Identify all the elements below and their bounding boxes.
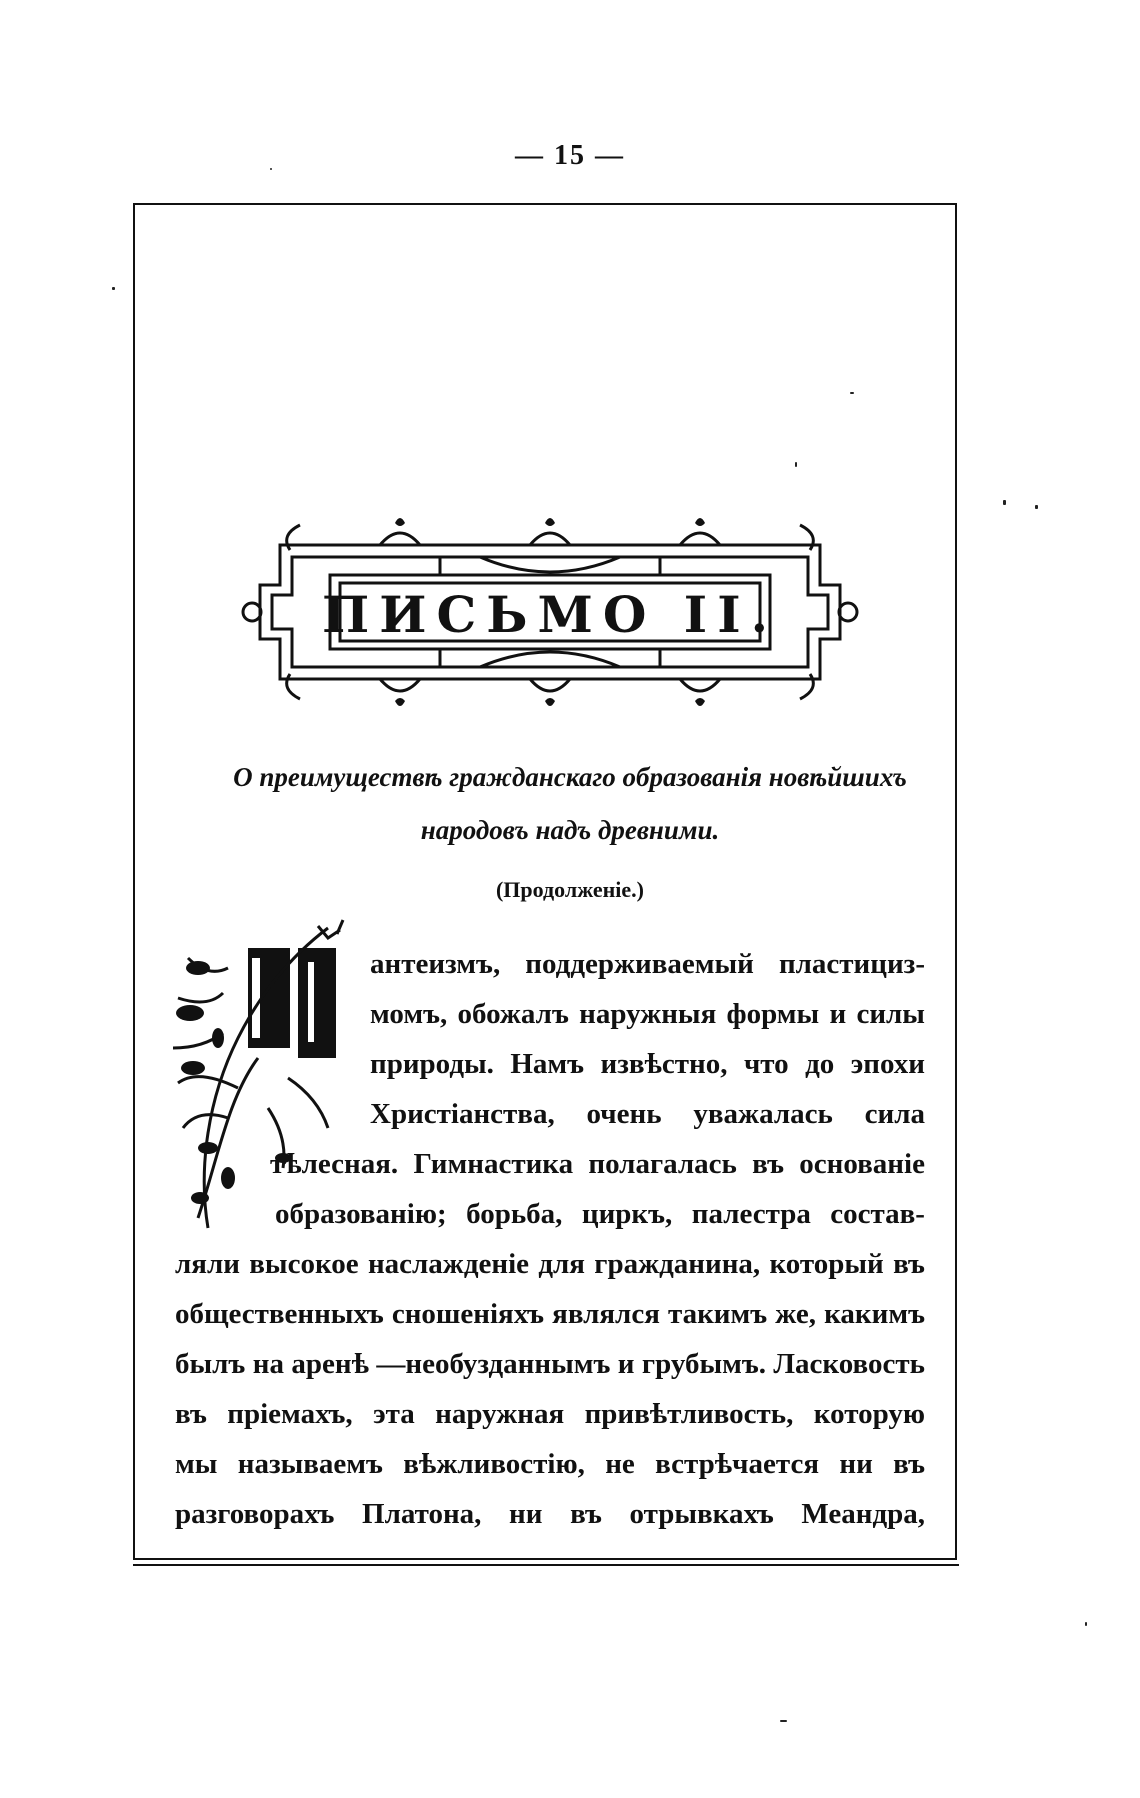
body-line-3 xyxy=(370,1048,925,1081)
body-line-10 xyxy=(175,1398,925,1431)
word: аренѣ xyxy=(291,1348,369,1380)
word: Платона, xyxy=(362,1498,482,1530)
word: встрѣчается xyxy=(655,1448,820,1480)
scan-speck xyxy=(780,1720,787,1722)
dropcap xyxy=(168,918,368,1238)
word: очень xyxy=(586,1098,662,1130)
scan-speck xyxy=(112,287,115,290)
word: ни xyxy=(839,1448,873,1480)
word: формы xyxy=(726,998,820,1030)
subtitle-line-1: О преимуществѣ гражданскаго образованія новѣйшихъ xyxy=(233,762,907,792)
word: сила xyxy=(864,1098,925,1130)
word: въ xyxy=(893,1248,925,1280)
word: разговорахъ xyxy=(175,1498,335,1530)
word: былъ xyxy=(175,1348,246,1380)
word: вѣжливостію, xyxy=(403,1448,585,1480)
word: антеизмъ, xyxy=(370,948,501,980)
word: высокое xyxy=(249,1248,359,1280)
word: обожалъ xyxy=(457,998,569,1030)
word: состав- xyxy=(830,1198,925,1230)
word: какимъ xyxy=(824,1298,925,1330)
word: отрывкахъ xyxy=(629,1498,774,1530)
word: на xyxy=(252,1348,284,1380)
word: основаніе xyxy=(799,1148,925,1180)
word: гражданина, xyxy=(594,1248,761,1280)
word: въ xyxy=(752,1148,784,1180)
body-line-6 xyxy=(275,1198,925,1231)
word: Христіанства, xyxy=(370,1098,555,1130)
word: до xyxy=(805,1048,835,1080)
scan-speck xyxy=(1035,505,1038,509)
body-line-11 xyxy=(175,1448,925,1481)
body-line-12 xyxy=(175,1498,925,1531)
word: мы xyxy=(175,1448,218,1480)
word: природы. xyxy=(370,1048,494,1080)
word: палестра xyxy=(691,1198,811,1230)
word: же, xyxy=(775,1298,817,1330)
word: образованію; xyxy=(275,1198,447,1230)
word: не xyxy=(605,1448,635,1480)
word: и xyxy=(617,1348,635,1380)
body-line-2 xyxy=(370,998,925,1031)
word: Ласковость xyxy=(773,1348,925,1380)
word: уважалась xyxy=(693,1098,833,1130)
word: поддерживаемый xyxy=(525,948,754,980)
word: который xyxy=(769,1248,884,1280)
word: и xyxy=(829,998,847,1030)
word: ни xyxy=(509,1498,543,1530)
word: въ xyxy=(570,1498,602,1530)
body-line-8 xyxy=(175,1298,925,1331)
word: Меандра, xyxy=(801,1498,925,1530)
word: которую xyxy=(813,1398,925,1430)
scan-speck xyxy=(850,392,854,394)
word: для xyxy=(538,1248,585,1280)
word: являлся xyxy=(552,1298,660,1330)
word: Намъ xyxy=(510,1048,585,1080)
subtitle-line-2: народовъ надъ древними. xyxy=(420,815,720,845)
scan-speck xyxy=(270,168,272,170)
body-line-9 xyxy=(175,1348,925,1381)
word: эпохи xyxy=(850,1048,925,1080)
heading-ornament xyxy=(240,505,860,719)
word: пластициз- xyxy=(778,948,925,980)
body-line-5 xyxy=(270,1148,925,1181)
word: Гимнастика xyxy=(413,1148,574,1180)
word: ляли xyxy=(175,1248,240,1280)
word: что xyxy=(743,1048,789,1080)
word: называемъ xyxy=(237,1448,383,1480)
word: борьба, xyxy=(466,1198,563,1230)
scan-speck xyxy=(795,462,797,467)
word: наслажденіе xyxy=(367,1248,530,1280)
word: наружныя xyxy=(579,998,717,1030)
word: момъ, xyxy=(370,998,448,1030)
word: въ xyxy=(893,1448,925,1480)
word: въ xyxy=(175,1398,207,1430)
body-line-4 xyxy=(370,1098,925,1131)
scan-speck xyxy=(1085,1622,1087,1626)
word: —необузданнымъ xyxy=(376,1348,611,1380)
scan-speck xyxy=(1003,500,1006,505)
word: наружная xyxy=(435,1398,565,1430)
word: привѣтливость, xyxy=(584,1398,794,1430)
word: извѣстно, xyxy=(600,1048,728,1080)
continued-label: (Продолженіе.) xyxy=(495,877,645,902)
word: такимъ xyxy=(667,1298,768,1330)
word: силы xyxy=(856,998,925,1030)
ornamental-initial-P-icon xyxy=(168,918,368,1238)
page-number: — 15 — xyxy=(515,140,625,171)
word: полагалась xyxy=(588,1148,737,1180)
body-line-1 xyxy=(370,948,925,981)
word: тѣлесная. xyxy=(270,1148,399,1180)
word: общественныхъ xyxy=(175,1298,384,1330)
letter-title: ПИСЬМО II. xyxy=(321,585,778,644)
body-line-7 xyxy=(175,1248,925,1281)
frame-bottom-rule xyxy=(133,1564,959,1566)
word: пріемахъ, xyxy=(227,1398,353,1430)
word: грубымъ. xyxy=(641,1348,767,1380)
word: сношеніяхъ xyxy=(391,1298,545,1330)
word: эта xyxy=(373,1398,415,1430)
word: циркъ, xyxy=(581,1198,673,1230)
